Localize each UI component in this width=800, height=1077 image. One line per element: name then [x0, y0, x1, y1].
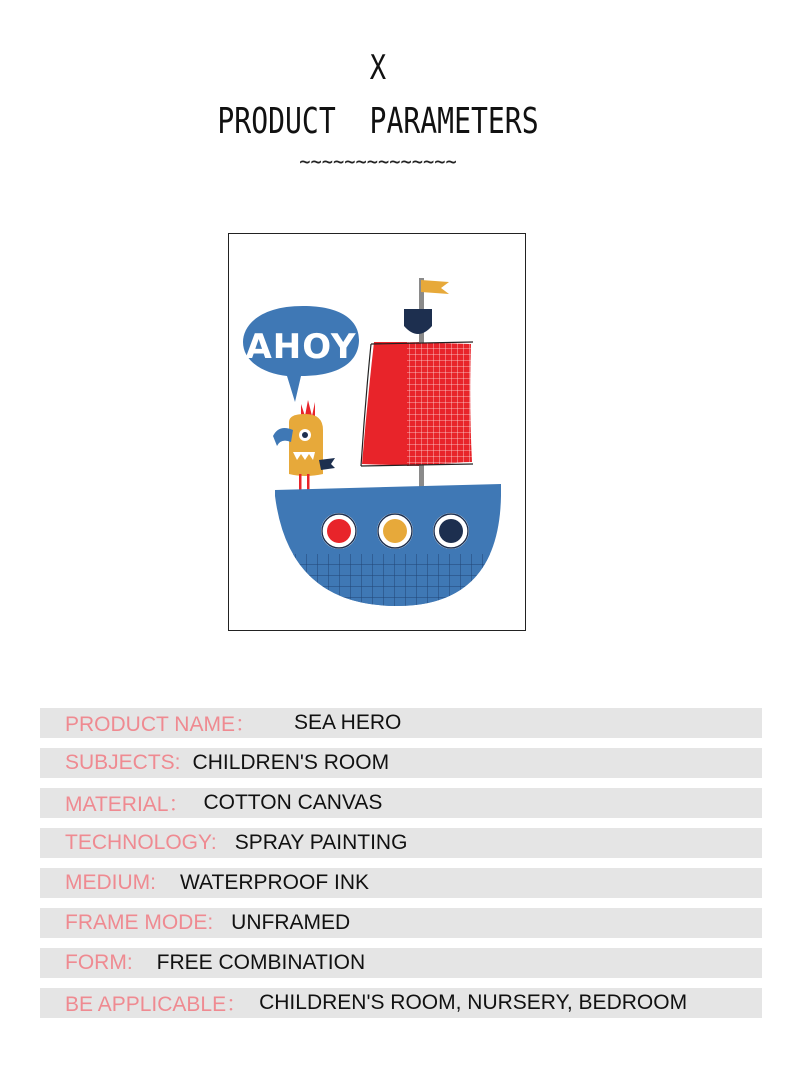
param-row-form — [40, 948, 762, 978]
param-label: MATERIAL： — [65, 793, 190, 816]
param-label: MEDIUM: — [65, 871, 156, 894]
param-row-medium — [40, 868, 762, 898]
param-value: SPRAY PAINTING — [234, 831, 408, 854]
param-value: UNFRAMED — [231, 911, 351, 934]
param-row-technology — [40, 828, 762, 858]
param-value: CHILDREN'S ROOM, NURSERY, BEDROOM — [259, 991, 688, 1014]
param-value: SEA HERO — [293, 711, 402, 734]
speech-text: AHOY — [245, 327, 357, 367]
parrot-icon — [273, 400, 335, 490]
ship-illustration — [229, 234, 527, 632]
param-value: FREE COMBINATION — [156, 951, 366, 974]
param-row-subjects — [40, 748, 762, 778]
param-label: TECHNOLOGY: — [65, 831, 217, 854]
param-value: WATERPROOF INK — [180, 871, 369, 894]
porthole-yellow — [377, 513, 413, 549]
heading-mark: X — [369, 48, 387, 88]
product-image — [228, 233, 526, 631]
porthole-navy — [433, 513, 469, 549]
param-label: FRAME MODE: — [65, 911, 214, 934]
flag-icon — [421, 280, 449, 294]
param-row-be-applicable — [40, 988, 762, 1018]
page-title: PRODUCT PARAMETERS — [217, 101, 539, 142]
param-label: PRODUCT NAME： — [65, 713, 256, 736]
param-label: BE APPLICABLE： — [65, 993, 248, 1016]
param-value: COTTON CANVAS — [203, 791, 383, 814]
param-label: FORM: — [65, 951, 133, 974]
crows-nest — [404, 309, 432, 334]
title-divider: ~~~~~~~~~~~~~~ — [299, 150, 457, 175]
sail-right — [407, 342, 472, 466]
param-row-frame-mode — [40, 908, 762, 938]
parameter-table — [40, 708, 762, 1028]
porthole-red — [321, 513, 357, 549]
param-label: SUBJECTS: — [65, 751, 181, 774]
param-row-material — [40, 788, 762, 818]
param-row-product-name — [40, 708, 762, 738]
param-value: CHILDREN'S ROOM — [192, 751, 390, 774]
